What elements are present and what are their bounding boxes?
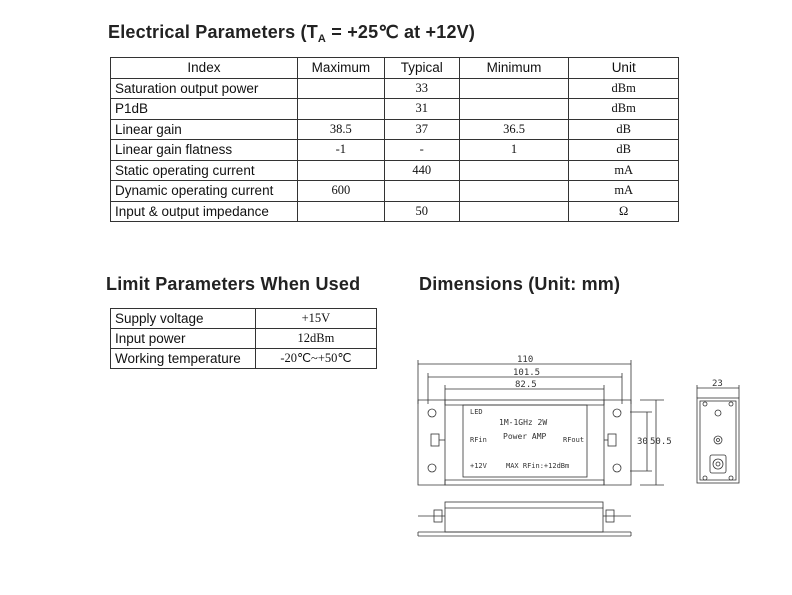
row-minimum bbox=[459, 99, 569, 120]
table-row bbox=[111, 329, 377, 349]
table-header-row bbox=[111, 58, 679, 79]
row-value: 12dBm bbox=[255, 329, 376, 349]
table-row bbox=[111, 140, 679, 161]
row-minimum: 1 bbox=[459, 140, 569, 161]
module-label-title-1: 1M-1GHz 2W bbox=[499, 418, 548, 427]
row-maximum bbox=[297, 201, 384, 222]
electrical-heading-subscript: A bbox=[317, 33, 327, 45]
row-typical: 33 bbox=[384, 78, 459, 99]
module-top-view bbox=[418, 400, 631, 485]
table-row bbox=[111, 309, 377, 329]
row-label: Supply voltage bbox=[111, 309, 256, 329]
module-label-12v: +12V bbox=[470, 462, 487, 470]
row-label: Static operating current bbox=[111, 160, 298, 181]
row-unit: Ω bbox=[569, 201, 679, 222]
row-label: P1dB bbox=[111, 99, 298, 120]
electrical-parameters-table bbox=[110, 57, 679, 222]
row-minimum bbox=[459, 78, 569, 99]
dim-label-30: 30 bbox=[637, 437, 648, 447]
row-label: Linear gain bbox=[111, 119, 298, 140]
row-typical bbox=[384, 181, 459, 202]
row-maximum: 38.5 bbox=[297, 119, 384, 140]
header-unit: Unit bbox=[569, 58, 679, 79]
row-maximum bbox=[297, 78, 384, 99]
table-row bbox=[111, 181, 679, 202]
limit-parameters-table bbox=[110, 308, 377, 369]
row-maximum bbox=[297, 99, 384, 120]
header-maximum: Maximum bbox=[297, 58, 384, 79]
module-label-rfin: RFin bbox=[470, 436, 487, 444]
row-unit: dBm bbox=[569, 99, 679, 120]
row-typical: 31 bbox=[384, 99, 459, 120]
dim-label-110: 110 bbox=[517, 355, 534, 365]
row-typical: 37 bbox=[384, 119, 459, 140]
electrical-heading-text: Electrical Parameters (T bbox=[108, 22, 318, 42]
table-row bbox=[111, 160, 679, 181]
row-label: Linear gain flatness bbox=[111, 140, 298, 161]
module-label-rfout: RFout bbox=[563, 436, 585, 444]
module-label-max-rfin: MAX RFin:+12dBm bbox=[506, 462, 570, 470]
table-row bbox=[111, 349, 377, 369]
header-typical: Typical bbox=[384, 58, 459, 79]
row-unit: mA bbox=[569, 181, 679, 202]
row-typical: - bbox=[384, 140, 459, 161]
table-row bbox=[111, 201, 679, 222]
row-minimum bbox=[459, 201, 569, 222]
row-typical: 50 bbox=[384, 201, 459, 222]
dim-label-50-5: 50.5 bbox=[650, 437, 672, 447]
row-maximum: 600 bbox=[297, 181, 384, 202]
row-label: Input & output impedance bbox=[111, 201, 298, 222]
table-row bbox=[111, 99, 679, 120]
row-maximum: -1 bbox=[297, 140, 384, 161]
dim-label-82-5: 82.5 bbox=[515, 380, 537, 390]
limit-heading: Limit Parameters When Used bbox=[106, 274, 361, 294]
dimension-lines bbox=[418, 360, 739, 485]
dimensions-heading: Dimensions (Unit: mm) bbox=[419, 274, 621, 294]
row-value: +15V bbox=[255, 309, 376, 329]
module-label-led: LED bbox=[470, 408, 483, 416]
header-index: Index bbox=[111, 58, 298, 79]
row-value: -20℃~+50℃ bbox=[255, 349, 376, 369]
row-label: Working temperature bbox=[111, 349, 256, 369]
table-row bbox=[111, 78, 679, 99]
row-typical: 440 bbox=[384, 160, 459, 181]
module-end-view bbox=[697, 398, 739, 483]
dim-label-23: 23 bbox=[712, 379, 723, 389]
row-unit: dBm bbox=[569, 78, 679, 99]
row-minimum bbox=[459, 160, 569, 181]
row-label: Input power bbox=[111, 329, 256, 349]
row-minimum bbox=[459, 181, 569, 202]
row-unit: dB bbox=[569, 119, 679, 140]
module-label-title-2: Power AMP bbox=[503, 432, 547, 441]
table-row bbox=[111, 119, 679, 140]
electrical-heading bbox=[108, 22, 475, 45]
row-minimum: 36.5 bbox=[459, 119, 569, 140]
row-label: Saturation output power bbox=[111, 78, 298, 99]
header-minimum: Minimum bbox=[459, 58, 569, 79]
row-maximum bbox=[297, 160, 384, 181]
row-unit: dB bbox=[569, 140, 679, 161]
row-unit: mA bbox=[569, 160, 679, 181]
dim-label-101-5: 101.5 bbox=[513, 368, 541, 378]
row-label: Dynamic operating current bbox=[111, 181, 298, 202]
electrical-heading-suffix: = +25℃ at +12V) bbox=[326, 22, 476, 42]
module-side-profile bbox=[418, 502, 631, 536]
